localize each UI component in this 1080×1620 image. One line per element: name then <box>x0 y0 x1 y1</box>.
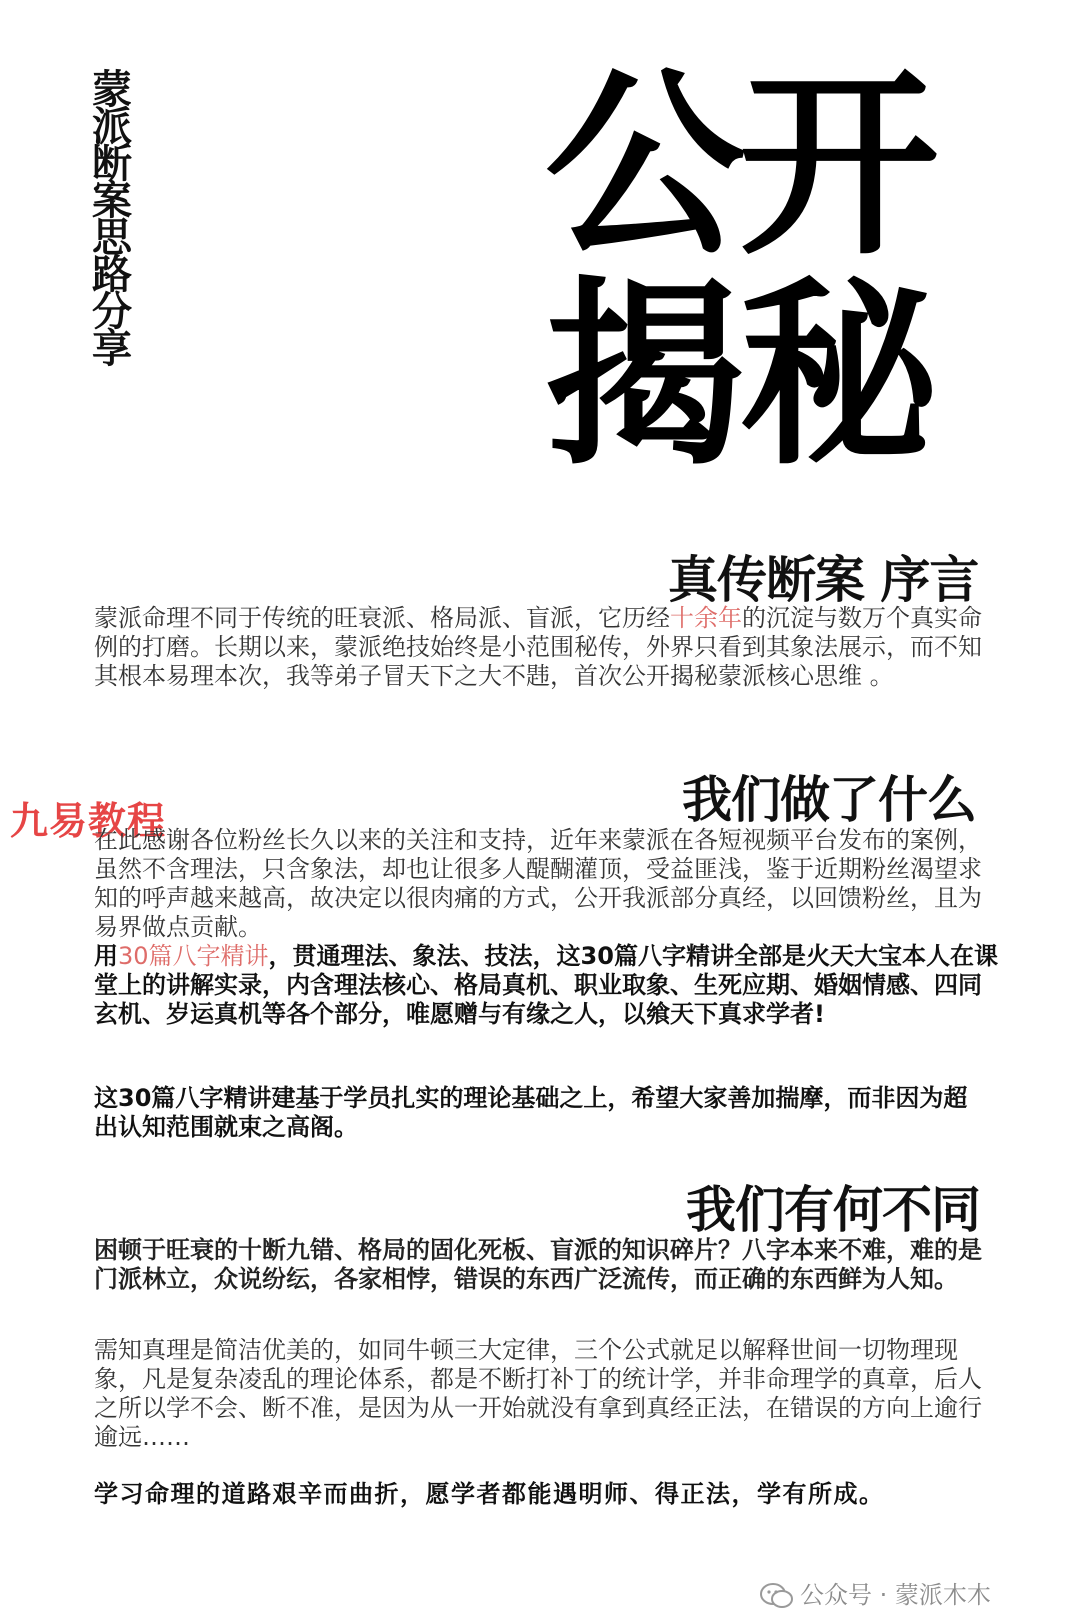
watermark <box>760 1575 991 1610</box>
closing-statement: 学习命理的道路艰辛而曲折，愿学者都能遇明师、得正法，学有所成。 <box>94 1480 885 1508</box>
how-different-paragraph-2: 需知真理是简洁优美的，如同牛顿三大定律，三个公式就足以解释世间一切物理现象，凡是复杂凌乱的理论体系，都是不断打补丁的统计学，并非命理学的真章，后人之所以学不会、断不准，是因为从一开始就没有拿到真经正法，在错误的方向上逾行逾远…… <box>94 1336 982 1451</box>
hero-line-2: 揭秘 <box>545 260 934 493</box>
section-title-preface: 真传断案 序言 <box>668 551 979 609</box>
how-different-paragraph-1: 困顿于旺衰的十断九错、格局的固化死板、盲派的知识碎片？八字本来不难，难的是门派林立，众说纷纭，各家相悖，错误的东西广泛流传，而正确的东西鲜为人知。 <box>94 1236 982 1293</box>
what-we-did-highlight: 30篇八字精讲 <box>118 942 269 970</box>
what-we-did-text-after: ，贯通理法、象法、技法，这30篇八字精讲全部是火天大宝本人在课堂上的讲解实录，内含理法核心、格局真机、职业取象、生死应期、婚姻情感、四同玄机、岁运真机等各个部分，唯愿赠与有缘之人，以飨天下真求学者! <box>94 942 998 1028</box>
what-we-did-text-before: 用 <box>94 942 118 970</box>
preface-text-after: 的沉淀与数万个真实命例的打磨。长期以来，蒙派绝技始终是小范围秘传，外界只看到其象法展示，而不知其根本易理本次，我等弟子冒天下之大不韪，首次公开揭秘蒙派核心思维 。 <box>94 604 982 690</box>
side-title: 蒙派断案思路分享 <box>92 67 132 372</box>
what-we-did-paragraph-3: 这30篇八字精讲建基于学员扎实的理论基础之上，希望大家善加揣摩，而非因为超出认知范围就束之高阁。 <box>94 1084 968 1141</box>
watermark-label: 公众号 · 蒙派木木 <box>800 1581 991 1609</box>
section-title-what-we-did: 我们做了什么 <box>682 771 976 829</box>
wechat-icon <box>760 1582 794 1610</box>
preface-paragraph <box>94 604 999 691</box>
preface-text-before: 蒙派命理不同于传统的旺衰派、格局派、盲派，它历经 <box>94 604 670 632</box>
hero-title <box>545 50 1015 493</box>
section-title-how-different: 我们有何不同 <box>686 1181 980 1239</box>
hero-line-1: 公开 <box>545 50 934 283</box>
what-we-did-paragraph-1: 在此感谢各位粉丝长久以来的关注和支持，近年来蒙派在各短视频平台发布的案例，虽然不含理法，只含象法，却也让很多人醍醐灌顶，受益匪浅，鉴于近期粉丝渴望求知的呼声越来越高，故决定以很肉痛的方式，公开我派部分真经，以回馈粉丝，且为易界做点贡献。 <box>94 826 982 941</box>
what-we-did-paragraph-2 <box>94 942 999 1029</box>
preface-highlight: 十余年 <box>670 604 742 632</box>
brand-label: 九易教程 <box>10 799 167 843</box>
